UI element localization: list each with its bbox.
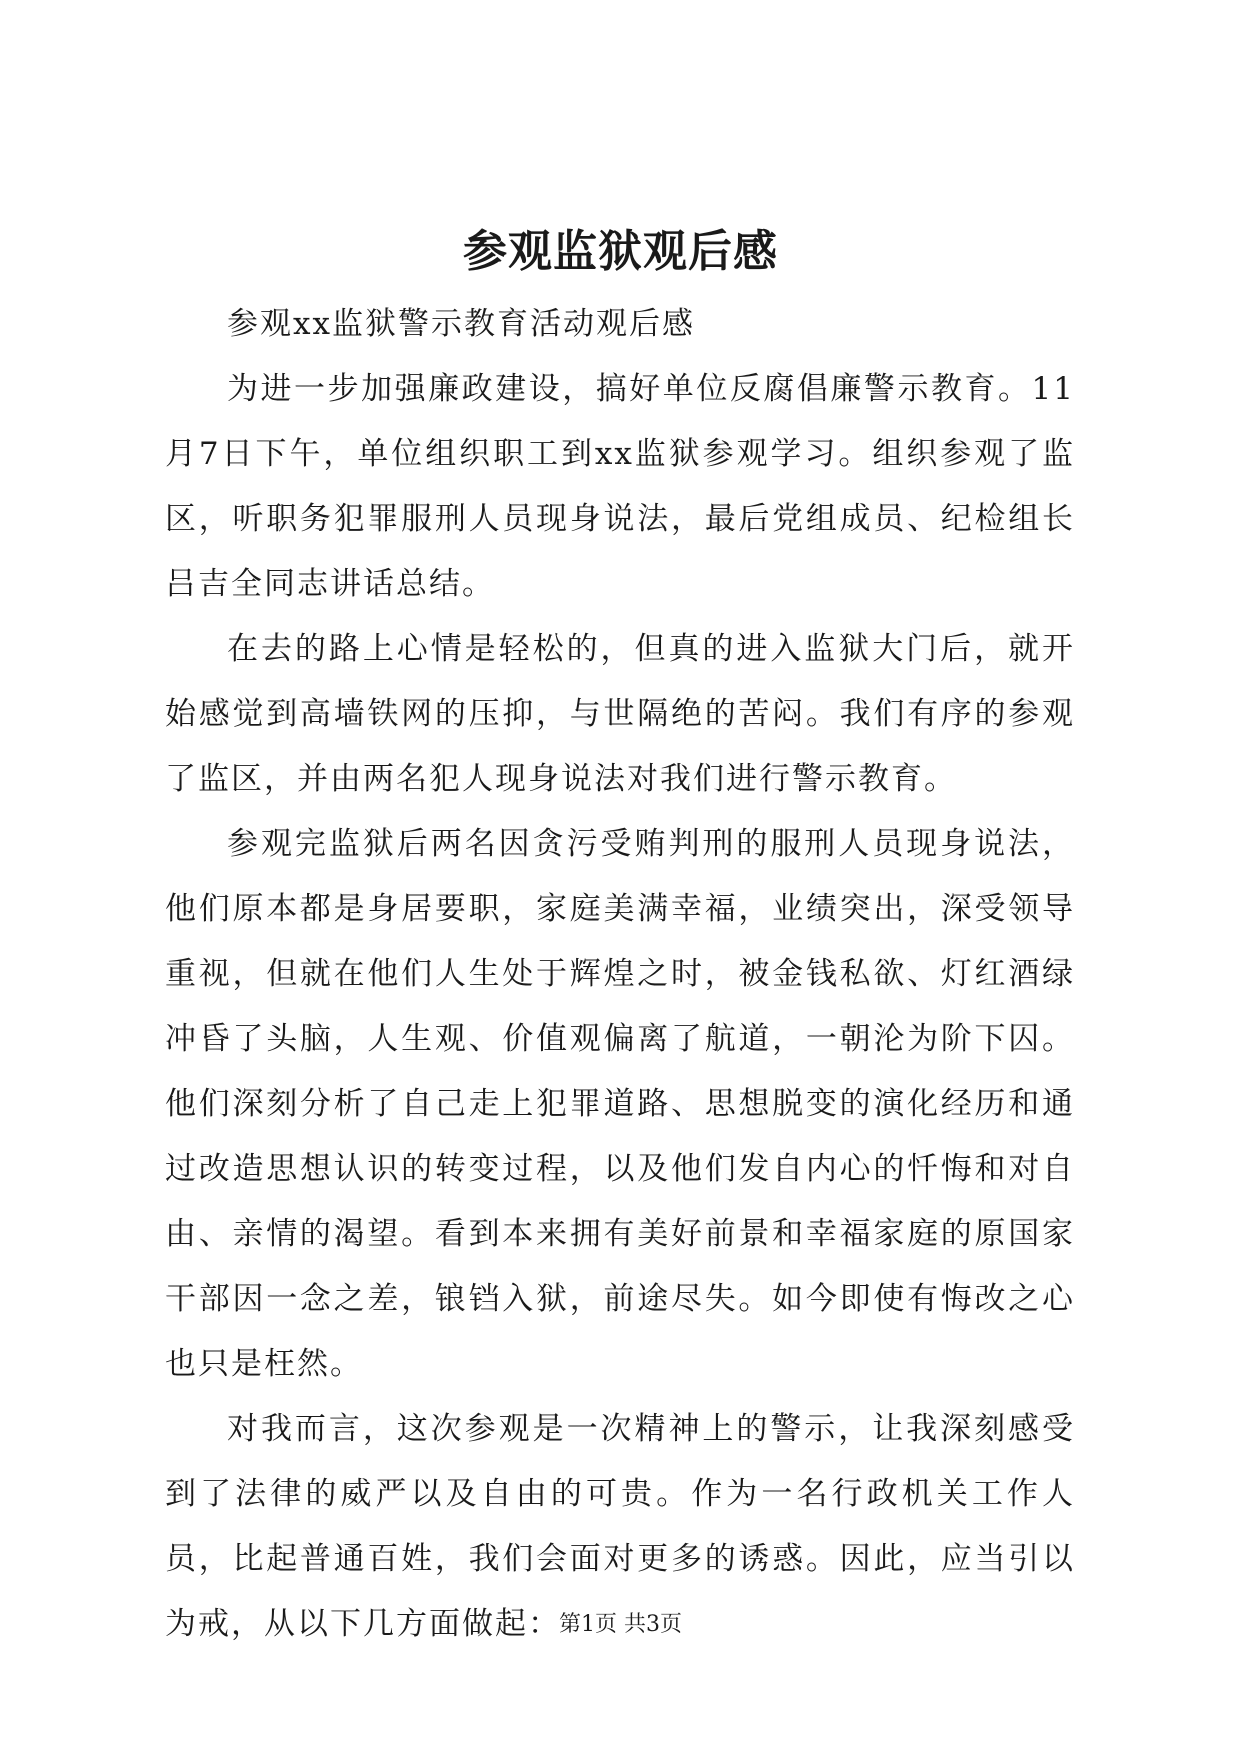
body-paragraph: 在去的路上心情是轻松的，但真的进入监狱大门后，就开始感觉到高墙铁网的压抑，与世隔绝的苦闷。我们有序的参观了监区，并由两名犯人现身说法对我们进行警示教育。 [165, 631, 1075, 797]
body-paragraph: 参观完监狱后两名因贪污受贿判刑的服刑人员现身说法，他们原本都是身居要职，家庭美满幸福，业绩突出，深受领导重视，但就在他们人生处于辉煌之时，被金钱私欲、灯红酒绿冲昏了头脑，人生观、价值观偏离了航道，一朝沦为阶下囚。他们深刻分析了自己走上犯罪道路、思想脱变的演化经历和通过改造思想认识的转变过程，以及他们发自内心的忏悔和对自由、亲情的渴望。看到本来拥有美好前景和幸福家庭的原国家干部因一念之差，锒铛入狱，前途尽失。如今即使有悔改之心也只是枉然。 [165, 826, 1075, 1382]
page-footer: 第1页 共3页 [559, 1612, 682, 1637]
document-title: 参观监狱观后感 [463, 226, 778, 277]
document-body [165, 292, 1075, 1657]
body-paragraph: 对我而言，这次参观是一次精神上的警示，让我深刻感受到了法律的威严以及自由的可贵。作为一名行政机关工作人员，比起普通百姓，我们会面对更多的诱惑。因此，应当引以为戒，从以下几方面做起： [165, 1411, 1075, 1642]
subtitle-paragraph: 参观xx监狱警示教育活动观后感 [227, 306, 695, 342]
body-paragraph: 为进一步加强廉政建设，搞好单位反腐倡廉警示教育。11月7日下午，单位组织职工到xx监狱参观学习。组织参观了监区，听职务犯罪服刑人员现身说法，最后党组成员、纪检组长吕吉全同志讲话总结。 [165, 371, 1075, 602]
